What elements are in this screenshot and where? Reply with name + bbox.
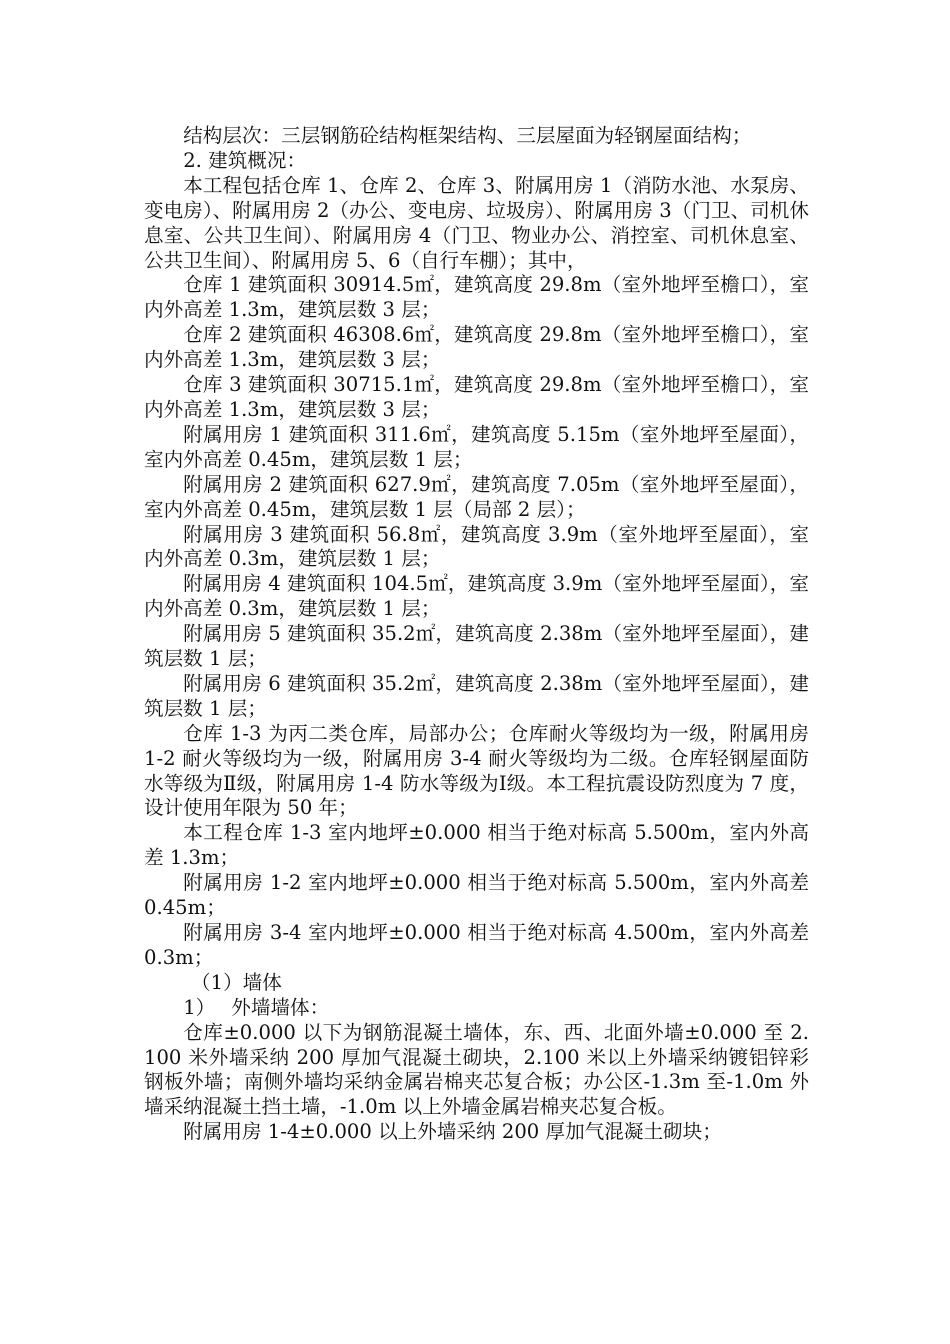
paragraph-warehouse-elevation: 本工程仓库 1-3 室内地坪±0.000 相当于绝对标高 5.500m，室内外高差 1.3m； — [144, 821, 809, 870]
paragraph-annex-1: 附属用房 1 建筑面积 311.6㎡，建筑高度 5.15m（室外地坪至屋面），室内外高差 0.45m，建筑层数 1 层； — [144, 422, 809, 471]
paragraph-warehouse-3: 仓库 3 建筑面积 30715.1㎡，建筑高度 29.8m（室外地坪至檐口），室内外高差 1.3m，建筑层数 3 层； — [144, 373, 809, 421]
subheading-exterior-walls: 1） 外墙墙体： — [183, 995, 330, 1019]
paragraph-annex-2: 附属用房 2 建筑面积 627.9㎡，建筑高度 7.05m（室外地坪至屋面），室内外高差 0.45m，建筑层数 1 层（局部 2 层）； — [144, 472, 809, 521]
paragraph-warehouse-2: 仓库 2 建筑面积 46308.6㎡，建筑高度 29.8m（室外地坪至檐口），室内外高差 1.3m，建筑层数 3 层； — [144, 323, 809, 372]
document-body — [144, 124, 809, 1145]
subheading-walls: （1）墙体 — [191, 970, 282, 994]
paragraph-structure-levels: 结构层次：三层钢筋砼结构框架结构、三层屋面为轻钢屋面结构； — [183, 124, 752, 147]
paragraph-annex-walls: 附属用房 1-4±0.000 以上外墙采纳 200 厚加气混凝土砌块； — [183, 1120, 722, 1144]
paragraph-project-scope: 本工程包括仓库 1、仓库 2、仓库 3、附属用房 1（消防水池、水泵房、变电房）、附属用房 2（办公、变电房、垃圾房）、附属用房 3（门卫、司机休息室、公共卫生间）、附属用房 4（门卫、物业办公、消控室、司机休息室、公共卫生间）、附属用房 5、6（自行车棚）；其中， — [144, 173, 809, 272]
paragraph-annex-5: 附属用房 5 建筑面积 35.2㎡，建筑高度 2.38m（室外地坪至屋面），建筑层数 1 层； — [144, 622, 809, 671]
section-heading-building-overview: 2. 建筑概况： — [183, 148, 307, 172]
paragraph-annex-1-2-elevation: 附属用房 1-2 室内地坪±0.000 相当于绝对标高 5.500m，室内外高差 0.45m； — [144, 871, 809, 920]
paragraph-warehouse-1: 仓库 1 建筑面积 30914.5㎡，建筑高度 29.8m（室外地坪至檐口），室内外高差 1.3m，建筑层数 3 层； — [144, 273, 809, 322]
paragraph-warehouse-walls: 仓库±0.000 以下为钢筋混凝土墙体，东、西、北面外墙±0.000 至 2.100 米外墙采纳 200 厚加气混凝土砌块，2.100 米以上外墙采纳镀铝锌彩钢板外墙；南侧外墙均采纳金属岩棉夹芯复合板；办公区-1.3m 至-1.0m 外墙采纳混凝土挡土墙，-1.0m 以上外墙金属岩棉夹芯复合板。 — [144, 1020, 809, 1119]
paragraph-annex-3-4-elevation: 附属用房 3-4 室内地坪±0.000 相当于绝对标高 4.500m，室内外高差 0.3m； — [144, 921, 809, 969]
paragraph-annex-6: 附属用房 6 建筑面积 35.2㎡，建筑高度 2.38m（室外地坪至屋面），建筑层数 1 层； — [144, 671, 809, 720]
paragraph-fire-rating: 仓库 1-3 为丙二类仓库，局部办公；仓库耐火等级均为一级，附属用房 1-2 耐火等级均为一级，附属用房 3-4 耐火等级均为二级。仓库轻钢屋面防水等级为Ⅱ级，附属用房 1-4 防水等级为Ⅰ级。本工程抗震设防烈度为 7 度，设计使用年限为 50 年； — [144, 721, 809, 820]
paragraph-annex-4: 附属用房 4 建筑面积 104.5㎡，建筑高度 3.9m（室外地坪至屋面），室内外高差 0.3m，建筑层数 1 层； — [144, 572, 809, 621]
paragraph-annex-3: 附属用房 3 建筑面积 56.8㎡，建筑高度 3.9m（室外地坪至屋面），室内外高差 0.3m，建筑层数 1 层； — [144, 522, 809, 571]
